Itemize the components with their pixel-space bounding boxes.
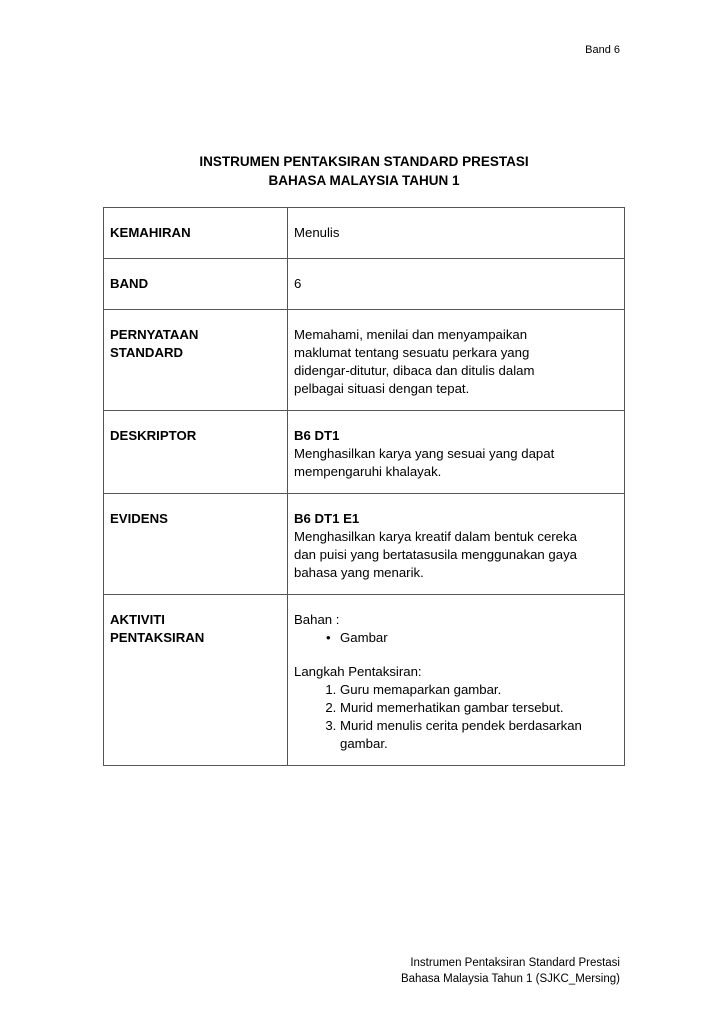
kemahiran-label: KEMAHIRAN: [104, 208, 288, 259]
list-item: 2. Murid memerhatikan gambar tersebut.: [340, 699, 618, 717]
table-row: [104, 259, 625, 310]
deskriptor-line: mempengaruhi khalayak.: [294, 464, 442, 479]
materials-title: Bahan :: [294, 612, 340, 627]
evidens-line: dan puisi yang bertatasusila menggunakan gaya: [294, 547, 577, 562]
instrument-table: [103, 207, 625, 766]
steps-title: Langkah Pentaksiran:: [294, 664, 422, 679]
table-row: [104, 310, 625, 411]
table-row: [104, 208, 625, 259]
pernyataan-line: pelbagai situasi dengan tepat.: [294, 381, 470, 396]
header-band-label: Band 6: [585, 44, 620, 56]
list-item: • Gambar: [340, 629, 618, 647]
title-line-1: INSTRUMEN PENTAKSIRAN STANDARD PRESTASI: [199, 154, 529, 169]
deskriptor-line: Menghasilkan karya yang sesuai yang dapat: [294, 446, 555, 461]
table-row: [104, 411, 625, 494]
deskriptor-label: DESKRIPTOR: [104, 411, 288, 494]
aktiviti-label-line-1: AKTIVITI: [110, 612, 165, 627]
list-item: 1. Guru memaparkan gambar.: [340, 681, 618, 699]
materials-list: [294, 629, 618, 647]
document-title: [0, 152, 728, 190]
evidens-value: [288, 494, 625, 595]
aktiviti-label-line-2: PENTAKSIRAN: [110, 630, 205, 645]
pernyataan-label: [104, 310, 288, 411]
aktiviti-label: [104, 595, 288, 766]
steps-list: [294, 681, 618, 753]
aktiviti-value: [288, 595, 625, 766]
table-row: [104, 494, 625, 595]
evidens-line: bahasa yang menarik.: [294, 565, 424, 580]
footer-line-1: Instrumen Pentaksiran Standard Prestasi: [410, 957, 620, 969]
title-line-2: BAHASA MALAYSIA TAHUN 1: [268, 173, 460, 188]
kemahiran-value: Menulis: [288, 208, 625, 259]
evidens-label: EVIDENS: [104, 494, 288, 595]
footer-line-2: Bahasa Malaysia Tahun 1 (SJKC_Mersing): [400, 973, 620, 985]
deskriptor-value: [288, 411, 625, 494]
pernyataan-line: didengar-ditutur, dibaca dan ditulis dalam: [294, 363, 535, 378]
pernyataan-value: [288, 310, 625, 411]
evidens-code: B6 DT1 E1: [294, 511, 360, 526]
band-value: 6: [288, 259, 625, 310]
pernyataan-label-line-1: PERNYATAAN: [110, 327, 199, 342]
band-label: BAND: [104, 259, 288, 310]
deskriptor-code: B6 DT1: [294, 428, 340, 443]
pernyataan-label-line-2: STANDARD: [110, 345, 184, 360]
list-item: 3. Murid menulis cerita pendek berdasarkan gambar.: [340, 717, 618, 753]
pernyataan-line: Memahami, menilai dan menyampaikan: [294, 327, 528, 342]
pernyataan-line: maklumat tentang sesuatu perkara yang: [294, 345, 530, 360]
page-footer: [401, 955, 620, 987]
table-row: [104, 595, 625, 766]
evidens-line: Menghasilkan karya kreatif dalam bentuk cereka: [294, 529, 577, 544]
